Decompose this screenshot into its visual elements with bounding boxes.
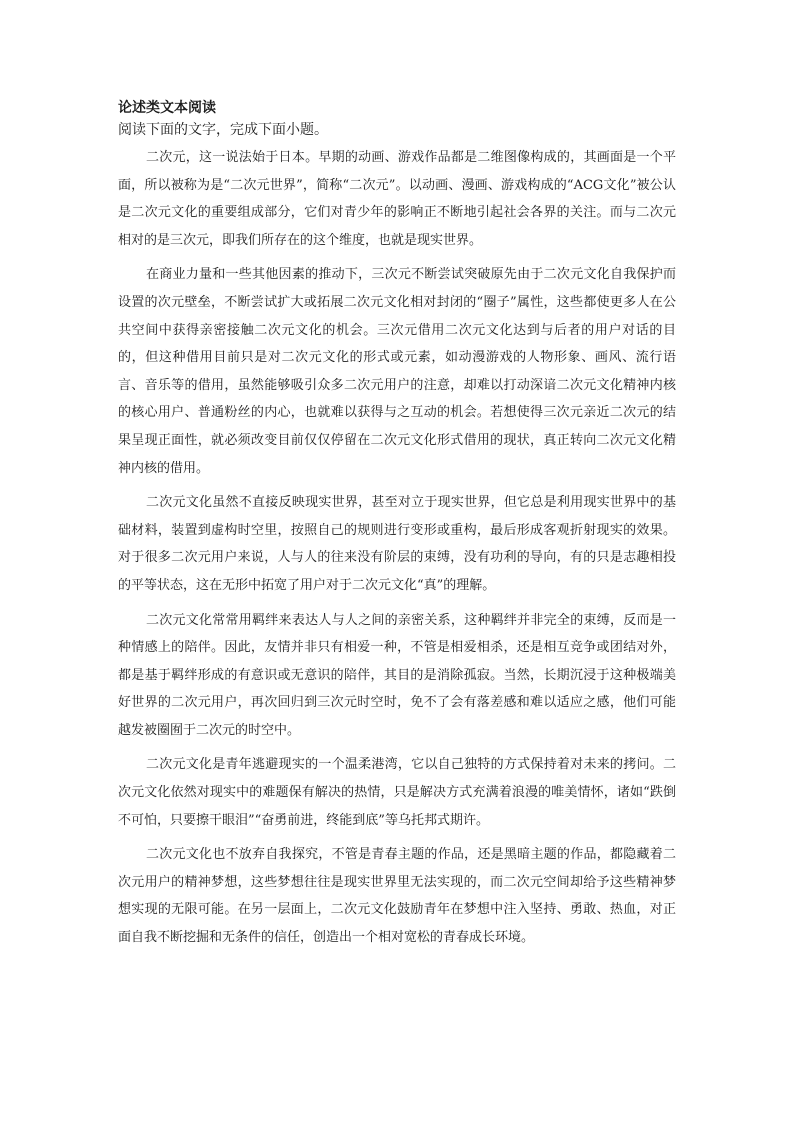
paragraph-6: 二次元文化也不放弃自我探究，不管是青春主题的作品，还是黑暗主题的作品，都隐藏着二次元用户的精神梦想，这些梦想往往是现实世界里无法实现的，而二次元空间却给予这些精神梦想实现的无限可能。在另一层面上，二次元文化鼓励青年在梦想中注入坚持、勇敢、热血，对正面自我不断挖掘和无条件的信任，创造出一个相对宽松的青春成长环境。 <box>118 847 676 946</box>
paragraph-3: 二次元文化虽然不直接反映现实世界，甚至对立于现实世界，但它总是利用现实世界中的基础材料，装置到虚构时空里，按照自己的规则进行变形或重构，最后形成客观折射现实的效果。对于很多二次元用户来说，人与人的往来没有阶层的束缚，没有功利的导向，有的只是志趣相投的平等状态，这在无形中拓宽了用户对于二次元文化“真”的理解。 <box>118 495 676 593</box>
reading-instruction: 阅读下面的文字，完成下面小题。 <box>118 122 328 138</box>
section-title: 论述类文本阅读 <box>118 100 216 116</box>
paragraph-2: 在商业力量和一些其他因素的推动下，三次元不断尝试突破原先由于二次元文化自我保护而设置的次元壁垒，不断尝试扩大或拓展二次元文化相对封闭的“圈子”属性，这些都使更多人在公共空间中获得亲密接触二次元文化的机会。三次元借用二次元文化达到与后者的用户对话的目的，但这种借用目前只是对二次元文化的形式或元素，如动漫游戏的人物形象、画风、流行语言、音乐等的借用，虽然能够吸引众多二次元用户的注意，却难以打动深谙二次元文化精神内核的核心用户、普通粉丝的内心，也就难以获得与之互动的机会。若想使得三次元亲近二次元的结果呈现正面性，就必须改变目前仅仅停留在二次元文化形式借用的现状，真正转向二次元文化精神内核的借用。 <box>118 267 676 476</box>
document-page <box>118 98 676 959</box>
paragraph-5: 二次元文化是青年逃避现实的一个温柔港湾，它以自己独特的方式保持着对未来的拷问。二次元文化依然对现实中的难题保有解决的热情，只是解决方式充满着浪漫的唯美情怀，诸如“跌倒不可怕，只要擦干眼泪”“奋勇前进，终能到底”等乌托邦式期许。 <box>118 757 676 828</box>
paragraph-4: 二次元文化常常用羁绊来表达人与人之间的亲密关系，这种羁绊并非完全的束缚，反而是一种情感上的陪伴。因此，友情并非只有相爱一种，不管是相爱相杀，还是相互竞争或团结对外，都是基于羁绊形成的有意识或无意识的陪伴，其目的是消除孤寂。当然，长期沉浸于这种极端美好世界的二次元用户，再次回归到三次元时空时，免不了会有落差感和难以适应之感，他们可能越发被圈囿于二次元的时空中。 <box>118 612 676 738</box>
paragraph-1: 二次元，这一说法始于日本。早期的动画、游戏作品都是二维图像构成的，其画面是一个平面，所以被称为是“二次元世界”，简称“二次元”。以动画、漫画、游戏构成的“ACG文化”被公认是二次元文化的重要组成部分，它们对青少年的影响正不断地引起社会各界的关注。而与二次元相对的是三次元，即我们所存在的这个维度，也就是现实世界。 <box>118 150 676 248</box>
